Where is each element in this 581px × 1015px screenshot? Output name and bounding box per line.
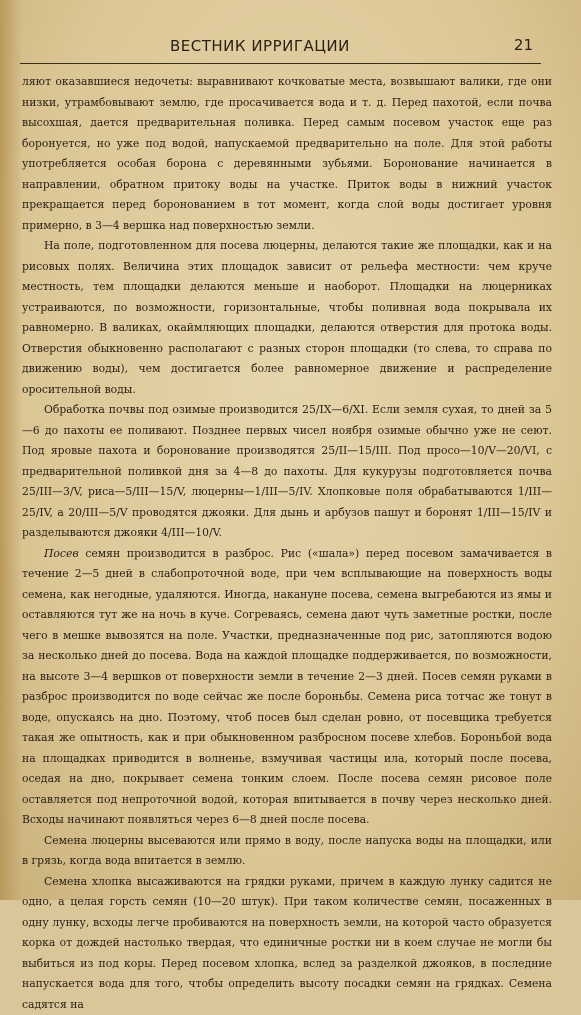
paragraph-3: Обработка почвы под озимые производится 25/IX—6/XI. Если земля сухая, то дней за 5—6 до пахоты ее поливают. Позднее первых чисел ноября озимые обычно уже не сеют. Под яровые пахота и боронование производятся 25/II—15/III. Под просо—10/V—20/VI, с предварительной поливкой дня за 4—8 до пахоты. Для кукурузы подготовляется почва 25/III—3/V, риса—5/III—15/V, люцерны—1/III—5/IV. Хлопковые поля обрабатываются 1/III—25/IV, а 20/III—5/V проводятся джояки. Для дынь и арбузов пашут и боронят 1/III—15/IV и разделываются джояки 4/III—10/V. bbox=[22, 400, 552, 544]
paragraph-1: ляют оказавшиеся недочеты: выравнивают кочковатые места, возвышают валики, где они низки, утрамбовывают землю, где просачивается вода и т. д. Перед пахотой, если почва высохшая, дается предварительная поливка. Перед самым посевом участок еще раз боронуется, но уже под водой, напускаемой предварительно на поле. Для этой работы употребляется особая борона с деревянными зубьями. Боронование начинается в направлении, обратном притоку воды на участке. Приток воды в нижний участок прекращается перед боронованием в тот момент, когда слой воды достигает уровня примерно, в 3—4 вершка над поверхностью земли. bbox=[22, 72, 552, 236]
running-header bbox=[20, 33, 541, 64]
journal-title: ВЕСТНИК ИРРИГАЦИИ bbox=[170, 37, 350, 55]
body-text bbox=[22, 72, 552, 1015]
page-number: 21 bbox=[514, 36, 533, 54]
paragraph-6: Семена хлопка высаживаются на грядки руками, причем в каждую лунку садится не одно, а целая горсть семян (10—20 штук). При таком количестве семян, посаженных в одну лунку, всходы легче пробиваются на поверхность земли, на которой часто образуется корка от дождей настолько твердая, что единичные ростки ни в коем случае не могли бы выбиться из под коры. Перед посевом хлопка, вслед за разделкой джояков, в последние напускается вода для того, чтобы определить высоту посадки семян на грядках. Семена садятся на bbox=[22, 872, 552, 1015]
italic-lead-word: Посев bbox=[44, 547, 79, 560]
paragraph-4 bbox=[22, 544, 552, 831]
paragraph-5: Семена люцерны высеваются или прямо в воду, после напуска воды на площадки, или в грязь, когда вода впитается в землю. bbox=[22, 831, 552, 872]
paragraph-2: На поле, подготовленном для посева люцерны, делаются такие же площадки, как и на рисовых полях. Величина этих площадок зависит от рельефа местности: чем круче местность, тем площадки делаются меньше и наоборот. Площадки на люцерниках устраиваются, по возможности, горизонтальные, чтобы поливная вода покрывала их равномерно. В валиках, окаймляющих площадки, делаются отверстия для протока воды. Отверстия обыкновенно располагают с разных сторон площадки (то слева, то справа по движению воды), чем достигается более равномерное движение и распределение оросительной воды. bbox=[22, 236, 552, 400]
paragraph-4-text: семян производится в разброс. Рис («шала») перед посевом замачивается в течение 2—5 дней в слабопроточной воде, при чем всплывающие на поверхность воды семена, как негодные, удаляются. Иногда, накануне посева, семена выгребаются из ямы и оставляются тут же на ночь в куче. Согреваясь, семена дают чуть заметные ростки, после чего в мешке вывозятся на поле. Участки, предназначенные под рис, затопляются водою за несколько дней до посева. Вода на каждой площадке поддерживается, по возможности, на высоте 3—4 вершков от поверхности земли в течение 2—3 дней. Посев семян руками в разброс производится по воде сейчас же после бороньбы. Семена риса тотчас же тонут в воде, опускаясь на дно. Поэтому, чтоб посев был сделан ровно, от посевщика требуется такая же опытность, как и при обыкновенном разбросном посеве хлебов. Бороньбой вода на площадках приводится в волненье, взмучивая частицы ила, который после посева, оседая на дно, покрывает семена тонким слоем. После посева семян рисовое поле оставляется под непроточной водой, которая впитывается в почву через несколько дней. Всходы начинают появляться через 6—8 дней после посева. bbox=[22, 547, 552, 827]
